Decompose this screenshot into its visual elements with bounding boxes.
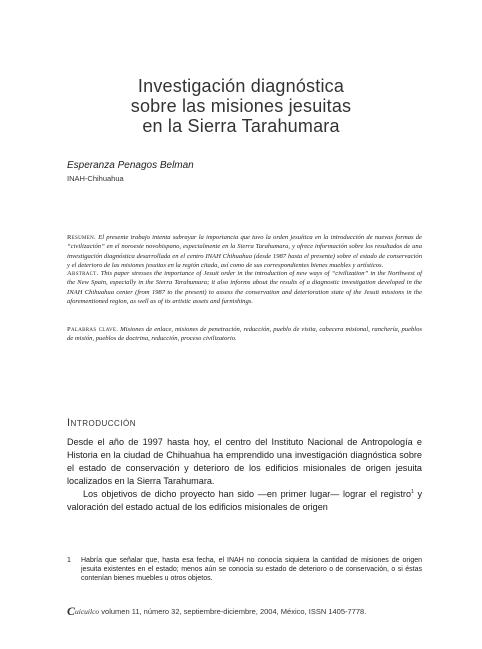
title-line-1: Investigación diagnóstica [137, 76, 345, 96]
section-heading [67, 417, 136, 429]
footnote-text: Habría que señalar que, hasta esa fecha, el INAH no conocía siquiera la cantidad de misiones de origen jesuita existentes en el estado; menos aún se conocía su estado de deterioro o de conservación, o si éstas contenían bienes muebles u otros objetos. [81, 557, 422, 582]
footnote [67, 556, 422, 583]
journal-footer [67, 604, 427, 619]
abstract-text: This paper stresses the importance of Jesuit order in the introduction of new ways of “civilization” in the Northwest of the New Spain, especially in the Sierra Tarahumara; it also informs about the results of a diagnostic investigation developed in the INAH Chihuahua center (from 1987 to the present) to assess the conservation and deterioration state of the Jesuit missions in the aforementioned region, as well as of its artistic assets and furnishings. [67, 270, 422, 305]
author-name: Esperanza Penagos Belman [67, 160, 194, 171]
journal-logo-initial: C [67, 604, 76, 618]
body-paragraph-1: Desde el año de 1997 hasta hoy, el centro del Instituto Nacional de Antropología e Historia en la ciudad de Chihuahua ha emprendido una investigación diagnóstica sobre el estado de conservación y deterioro de los edificios misionales de origen jesuita localizados en la Sierra Tarahumara. [67, 437, 422, 486]
journal-citation: volumen 11, número 32, septiembre-diciembre, 2004, México, ISSN 1405-7778. [99, 607, 367, 616]
title-line-2: sobre las misiones jesuitas [130, 96, 352, 116]
resumen-text: El presente trabajo intenta subrayar la importancia que tuvo la orden jesuítica en la introducción de nuevas formas de “civilización” en el noroeste novohispano, especialmente en la Sierra Tarahumara, y ofrece información sobre los resultados de una investigación diagnóstica desarrollada en el centro INAH Chihuahua (desde 1987 hasta el presente) sobre el estado de conservación y el deterioro de las misiones jesuitas en la región citada, así como de sus correspondientes bienes muebles y artísticos. [67, 234, 422, 269]
body-paragraph-2-start: Los objetivos de dicho proyecto han sido —en primer lugar— lograr el registro [83, 489, 412, 499]
footnote-ref[interactable]: 1 [411, 488, 414, 495]
abstract-label: Abstract. [67, 270, 99, 277]
body-paragraph-2 [67, 488, 422, 514]
body-text [67, 436, 422, 514]
journal-logo-name: uicuilco [75, 607, 100, 616]
resumen-label: Resumen. [67, 234, 97, 241]
footnote-number: 1 [67, 557, 71, 564]
body-paragraph-2-end: y valoración del estado actual de los edificios misionales de origen [67, 489, 423, 512]
keywords-text: Misiones de enlace, misiones de penetración, reducción, pueblo de visita, cabecera misional, ranchería, pueblos de misión, pueblos de doctrina, reducción, proceso civilizatorio. [67, 326, 422, 343]
keywords-block [67, 325, 422, 344]
abstract-block [67, 269, 422, 306]
article-title [60, 76, 422, 136]
author-affiliation: INAH-Chihuahua [67, 174, 124, 183]
section-heading-text: Introducción [67, 417, 137, 429]
title-line-3: en la Sierra Tarahumara [142, 116, 340, 136]
keywords-label: Palabras clave. [67, 326, 119, 333]
resumen-block [67, 233, 422, 270]
